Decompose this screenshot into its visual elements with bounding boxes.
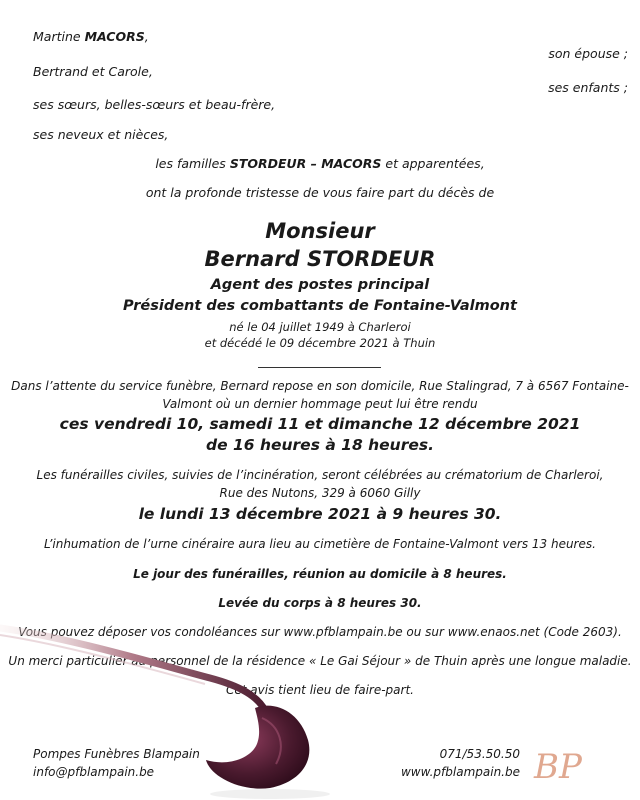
announcement: ont la profonde tristesse de vous faire part du décès de bbox=[145, 185, 495, 200]
families-names: STORDEUR – MACORS bbox=[229, 156, 382, 171]
company-phone: 071/53.50.50 bbox=[439, 747, 520, 761]
company-email[interactable]: info@pfblampain.be bbox=[33, 765, 155, 779]
funeral-line-1: Les funérailles civiles, suivies de l’incinération, seront célébrées au crématorium de Charleroi, bbox=[36, 468, 604, 482]
meeting-note: Le jour des funérailles, réunion au domicile à 8 heures. bbox=[133, 567, 507, 581]
company-name: Pompes Funèbres Blampain bbox=[33, 747, 200, 761]
condolences-note: Vous pouvez déposer vos condoléances sur www.pfblampain.be ou sur www.enaos.net (Code 2603). bbox=[18, 625, 622, 639]
separator-line bbox=[258, 367, 381, 368]
lift-note: Levée du corps à 8 heures 30. bbox=[218, 596, 422, 610]
funeral-datetime: le lundi 13 décembre 2021 à 9 heures 30. bbox=[138, 505, 502, 523]
birth-info: né le 04 juillet 1949 à Charleroi bbox=[229, 320, 411, 334]
deceased-role-2: Président des combattants de Fontaine-Valmont bbox=[123, 298, 517, 314]
burial-note: L’inhumation de l’urne cinéraire aura lieu au cimetière de Fontaine-Valmont vers 13 heures. bbox=[44, 537, 596, 551]
children-role: ses enfants ; bbox=[548, 80, 628, 95]
wife-line bbox=[33, 29, 149, 44]
families-prefix: les familles bbox=[155, 156, 226, 171]
deceased-name: Bernard STORDEUR bbox=[204, 247, 436, 271]
bp-logo bbox=[528, 740, 598, 788]
thanks-note: Un merci particulier au personnel de la résidence « Le Gai Séjour » de Thuin après une longue maladie. bbox=[8, 654, 632, 668]
svg-text:BP: BP bbox=[534, 747, 582, 787]
wife-comma: , bbox=[144, 29, 149, 44]
wife-surname: MACORS bbox=[84, 29, 145, 44]
families-suffix: et apparentées, bbox=[385, 156, 485, 171]
deceased-title: Monsieur bbox=[265, 219, 375, 243]
visitation-hours: de 16 heures à 18 heures. bbox=[205, 436, 434, 454]
visitation-line-1: Dans l’attente du service funèbre, Bernard repose en son domicile, Rue Stalingrad, 7 à 6567 Fontaine- bbox=[11, 379, 629, 393]
company-website[interactable]: www.pfblampain.be bbox=[400, 765, 520, 779]
wife-first-name: Martine bbox=[33, 29, 81, 44]
death-info: et décédé le 09 décembre 2021 à Thuin bbox=[204, 336, 436, 350]
wife-role: son épouse ; bbox=[548, 46, 628, 61]
children-names: Bertrand et Carole, bbox=[33, 64, 153, 79]
visitation-dates: ces vendredi 10, samedi 11 et dimanche 12 décembre 2021 bbox=[59, 415, 581, 433]
deceased-role-1: Agent des postes principal bbox=[210, 277, 430, 293]
families-line bbox=[0, 156, 640, 171]
visitation-line-2: Valmont où un dernier hommage peut lui être rendu bbox=[162, 397, 478, 411]
nephews-line: ses neveux et nièces, bbox=[33, 127, 169, 142]
siblings-line: ses sœurs, belles-sœurs et beau-frère, bbox=[33, 97, 276, 112]
funeral-line-2: Rue des Nutons, 329 à 6060 Gilly bbox=[219, 486, 421, 500]
notice-note: Cet avis tient lieu de faire-part. bbox=[226, 683, 414, 697]
